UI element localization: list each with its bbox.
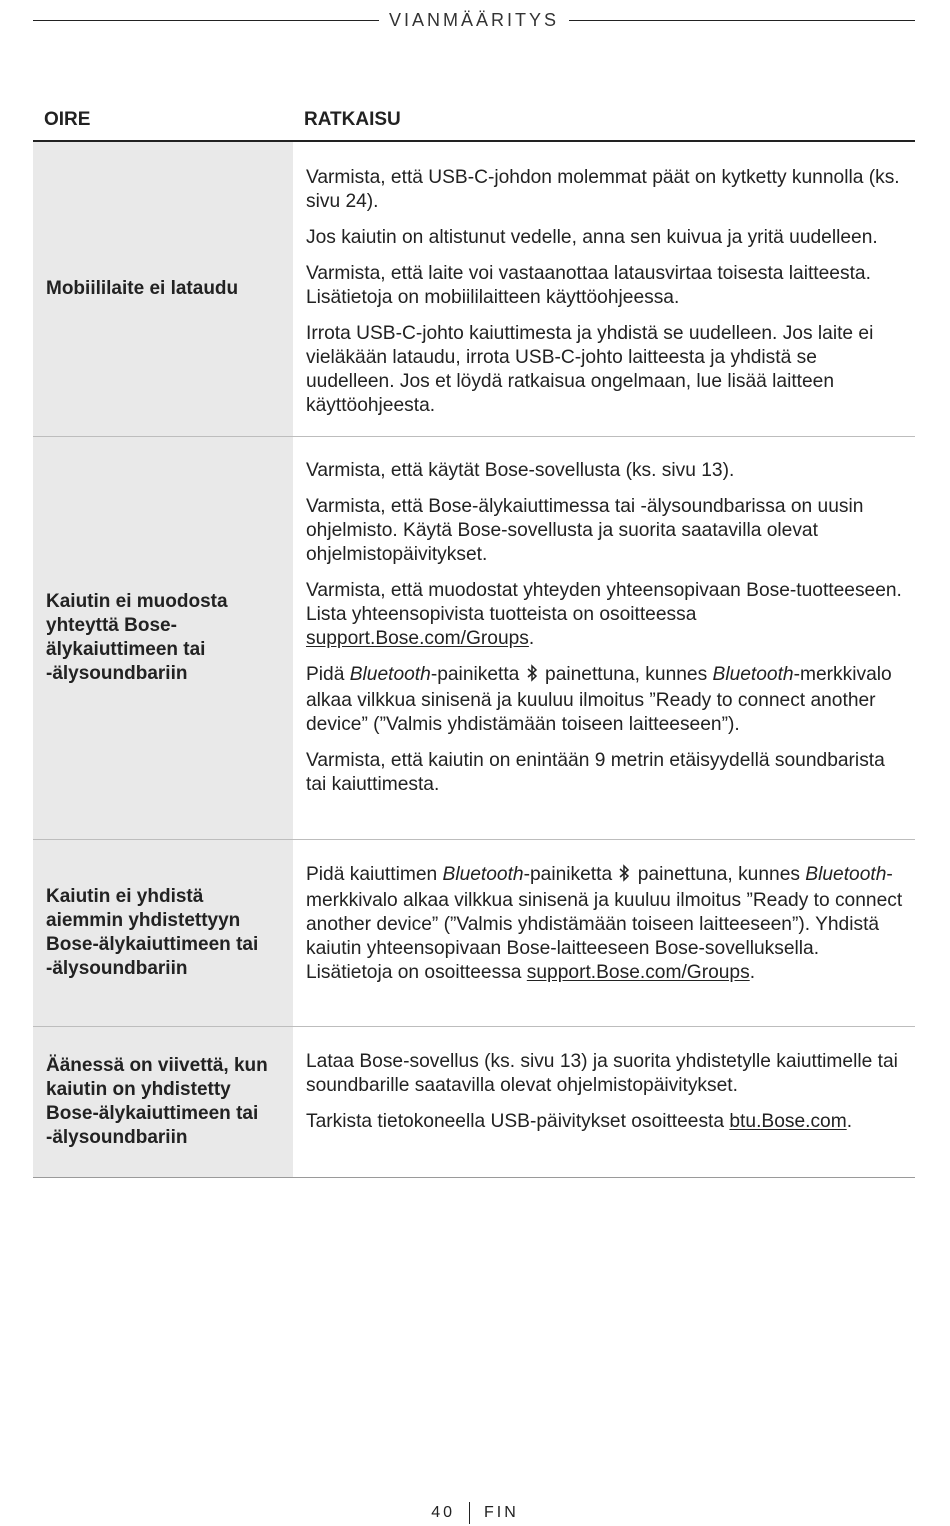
bluetooth-term: Bluetooth [349,664,431,685]
solution-text: Varmista, että käytät Bose-sovellusta (ks. sivu 13). [306,460,735,481]
table-row [33,142,915,437]
text-segment: -painiketta [430,664,525,685]
support-groups-link[interactable]: support.Bose.com/Groups [526,962,750,983]
solution-text [306,663,905,737]
solution-text [306,863,905,985]
footer-divider [469,1502,470,1524]
solution-text: Irrota USB-C-johto kaiuttimesta ja yhdistä se uudelleen. Jos laite ei vieläkään lataudu, irrota USB-C-johto laitteesta ja yhdistä se uudelleen. Jos et löydä ratkaisua ongelmaan, lue lisää laitteen käyttöohjeesta. [306,323,874,416]
symptom-cell: Äänessä on viivettä, kun kaiutin on yhdistetty Bose-älykaiuttimeen tai -älysoundbariin [33,1027,293,1177]
solution-text: Varmista, että kaiutin on enintään 9 metrin etäisyydellä soundbarista tai kaiuttimesta. [306,750,885,795]
symptom-cell: Mobiililaite ei lataudu [33,142,293,436]
text-segment: -painiketta [523,864,618,885]
text-segment: . [528,628,535,649]
column-header-symptom: OIRE [44,109,91,130]
text-segment: Varmista, että muodostat yhteyden yhteensopivaan Bose-tuotteeseen. Lista yhteensopivista tuotteista on osoitteessa [306,580,902,625]
text-segment: Pidä [306,664,350,685]
symptom-cell: Kaiutin ei muodosta yhteyttä Bose-älykaiuttimeen tai -älysoundbariin [33,437,293,839]
text-segment: painettuna, kunnes [632,864,806,885]
header-rule-right [569,20,915,21]
text-segment: . [846,1111,853,1132]
bluetooth-term: Bluetooth [805,864,887,885]
page-number: 40 [431,1504,455,1521]
solution-text: Varmista, että USB-C-johdon molemmat päät on kytketty kunnolla (ks. sivu 24). [306,167,900,212]
text-segment: Tarkista tietokoneella USB-päivitykset osoitteesta [306,1111,730,1132]
bluetooth-icon [527,664,538,689]
section-header [33,6,915,34]
solution-text: Lataa Bose-sovellus (ks. sivu 13) ja suorita yhdistetylle kaiuttimelle tai soundbarille saatavilla olevat ohjelmistopäivitykset. [306,1051,898,1096]
solution-text: Jos kaiutin on altistunut vedelle, anna sen kuivua ja yritä uudelleen. [306,227,878,248]
bluetooth-icon [619,864,630,889]
solution-text [306,579,905,651]
btu-link[interactable]: btu.Bose.com [729,1111,847,1132]
solution-cell [293,1027,915,1177]
solution-text [306,1110,905,1134]
solution-text: Varmista, että Bose-älykaiuttimessa tai -älysoundbarissa on uusin ohjelmisto. Käytä Bose-sovellusta ja suorita saatavilla olevat ohjelmistopäivitykset. [306,496,864,565]
solution-cell [293,142,915,436]
table-row [33,840,915,1027]
column-header-solution: RATKAISU [304,109,401,130]
table-row [33,437,915,840]
symptom-cell: Kaiutin ei yhdistä aiemmin yhdistettyyn Bose-älykaiuttimeen tai -älysoundbariin [33,840,293,1026]
page-footer [0,1500,950,1526]
solution-cell [293,437,915,839]
text-segment: -merkkivalo alkaa vilkkua sinisenä ja kuuluu ilmoitus ”Ready to connect another device” (”Valmis yhdistämään toiseen laitteeseen”). Yhdistä kaiutin yhteensopivaan Bose-laitteeseen Bose-sovelluksella. Lisätietoja on osoitteessa [306,864,903,983]
bluetooth-term: Bluetooth [442,864,524,885]
table-row [33,1027,915,1178]
solution-cell [293,840,915,1026]
support-groups-link[interactable]: support.Bose.com/Groups [306,628,529,649]
troubleshooting-table [33,100,915,1178]
language-code: FIN [484,1504,519,1521]
table-header [33,100,915,142]
header-rule-left [33,20,379,21]
text-segment: painettuna, kunnes [539,664,713,685]
solution-text: Varmista, että laite voi vastaanottaa latausvirtaa toisesta laitteesta. Lisätietoja on mobiililaitteen käyttöohjeessa. [306,263,871,308]
text-segment: Pidä kaiuttimen [306,864,443,885]
bluetooth-term: Bluetooth [712,664,794,685]
section-title: VIANMÄÄRITYS [388,9,560,30]
text-segment: . [749,962,756,983]
text-segment: -merkkivalo alkaa vilkkua sinisenä ja kuuluu ilmoitus ”Ready to connect another device” (”Valmis yhdistämään toiseen laitteeseen”). [306,664,892,735]
